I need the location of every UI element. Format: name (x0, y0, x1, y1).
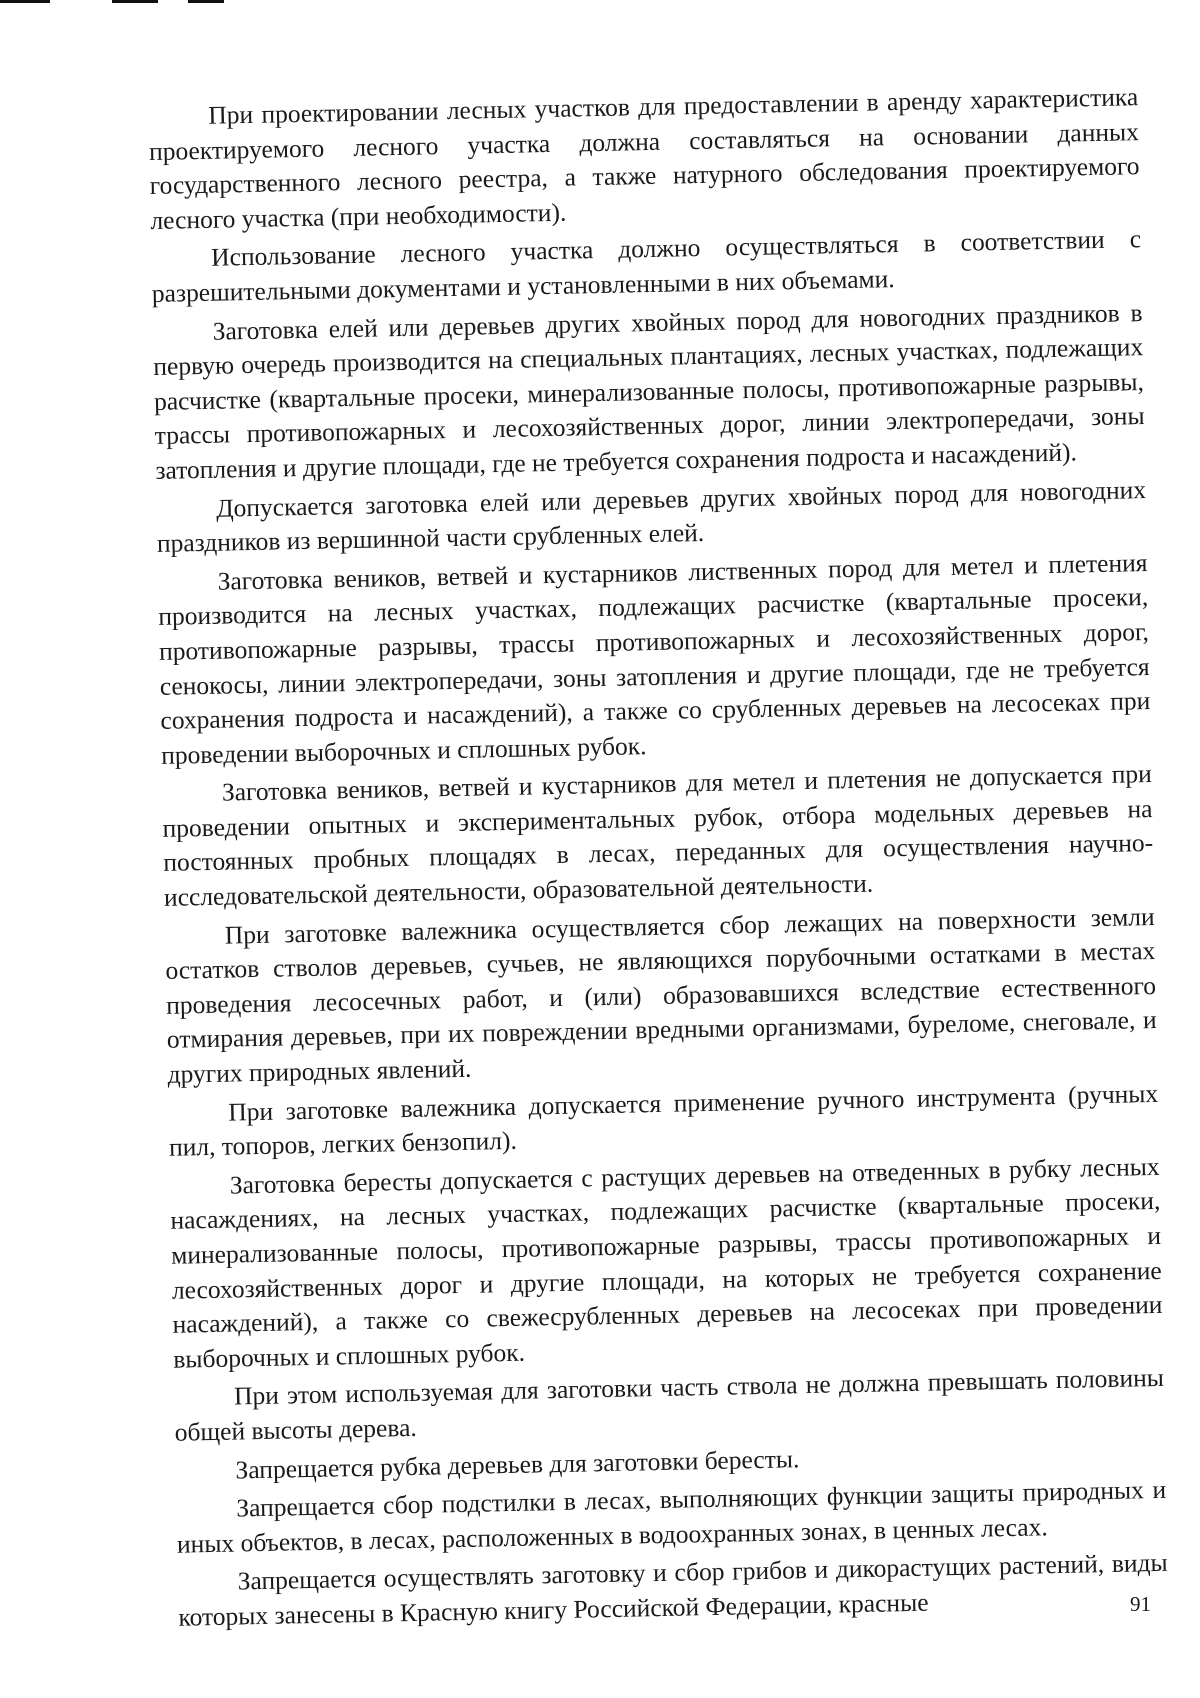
paragraph: При проектировании лесных участков для предоставлении в аренду характеристика проектируемого лесного участка должна составляться на основании данных государственного лесного реестра, а также натурного обследования проектируемого лесного участка (при необходимости). (148, 82, 1140, 235)
paragraph: При заготовке валежника допускается применение ручного инструмента (ручных пил, топоров, легких бензопил). (168, 1078, 1159, 1163)
page-number: 91 (1130, 1592, 1151, 1616)
paragraph: При этом используемая для заготовки часть ствола не должна превышать половины общей высоты дерева. (174, 1363, 1165, 1447)
scan-mark (188, 0, 224, 3)
paragraph: При заготовке валежника осуществляется сбор лежащих на поверхности земли остатков стволов деревьев, сучьев, не являющихся порубочными остатками в местах проведения лесосечных работ, и (или) образовавшихся вследствие естественного отмирания деревьев, при их повреждении вредными организмами, буреломе, снеговале, и других природных явлений. (165, 901, 1157, 1089)
paragraph: Использование лесного участка должно осуществляться в соответствии с разрешительными документами и установленными в них объемами. (151, 224, 1142, 308)
document-page (148, 80, 1169, 1639)
scan-edge-marks (0, 0, 260, 6)
paragraph: Запрещается рубка деревьев для заготовки бересты. (235, 1443, 800, 1485)
paragraph: Заготовка веников, ветвей и кустарников лиственных пород для метел и плетения производится на лесных участках, подлежащих расчистке (квартальные просеки, противопожарные разрывы, трассы противопожарных и лесохозяйственных дорог, сенокосы, линии электропередачи, зоны затопления и другие площади, где не требуется сохранения подроста и насаждений), а также со срубленных деревьев на лесосеках при проведении выборочных и сплошных рубок. (158, 547, 1151, 770)
paragraph: Запрещается сбор подстилки в лесах, выполняющих функции защиты природных и иных объектов, в лесах, расположенных в водоохранных зонах, в ценных лесах. (176, 1475, 1167, 1559)
paragraph: Заготовка елей или деревьев других хвойных пород для новогодних праздников в первую очередь производится на специальных плантациях, лесных участках, подлежащих расчистке (квартальные просеки, минерализованные полосы, противопожарные разрывы, трассы противопожарных и лесохозяйственных дорог, линии электропередачи, зоны затопления и другие площади, где не требуется сохранения подроста и насаждений). (153, 297, 1145, 485)
paragraph: Заготовка бересты допускается с растущих деревьев на отведенных в рубку лесных насаждениях, на лесных участках, подлежащих расчистке (квартальные просеки, минерализованные полосы, противопожарные разрывы, трассы противопожарных и лесохозяйственных дорог и другие площади, на которых не требуется сохранение насаждений), а также со свежесрубленных деревьев на лесосеках при проведении выборочных и сплошных рубок. (170, 1151, 1163, 1374)
paragraph: Запрещается осуществлять заготовку и сбор грибов и дикорастущих растений, виды которых занесены в Красную книгу Российской Федерации, красные (178, 1548, 1168, 1632)
paragraph: Заготовка веников, ветвей и кустарников для метел и плетения не допускается при проведении опытных и экспериментальных рубок, отбора модельных деревьев на постоянных пробных площадях в лесах, переданных для осуществления научно-исследовательской деятельности, образовательной деятельности. (162, 759, 1154, 912)
paragraph: Допускается заготовка елей или деревьев других хвойных пород для новогодних праздников из вершинной части срубленных елей. (156, 474, 1147, 559)
scan-mark (112, 0, 158, 3)
scan-mark (0, 0, 50, 3)
